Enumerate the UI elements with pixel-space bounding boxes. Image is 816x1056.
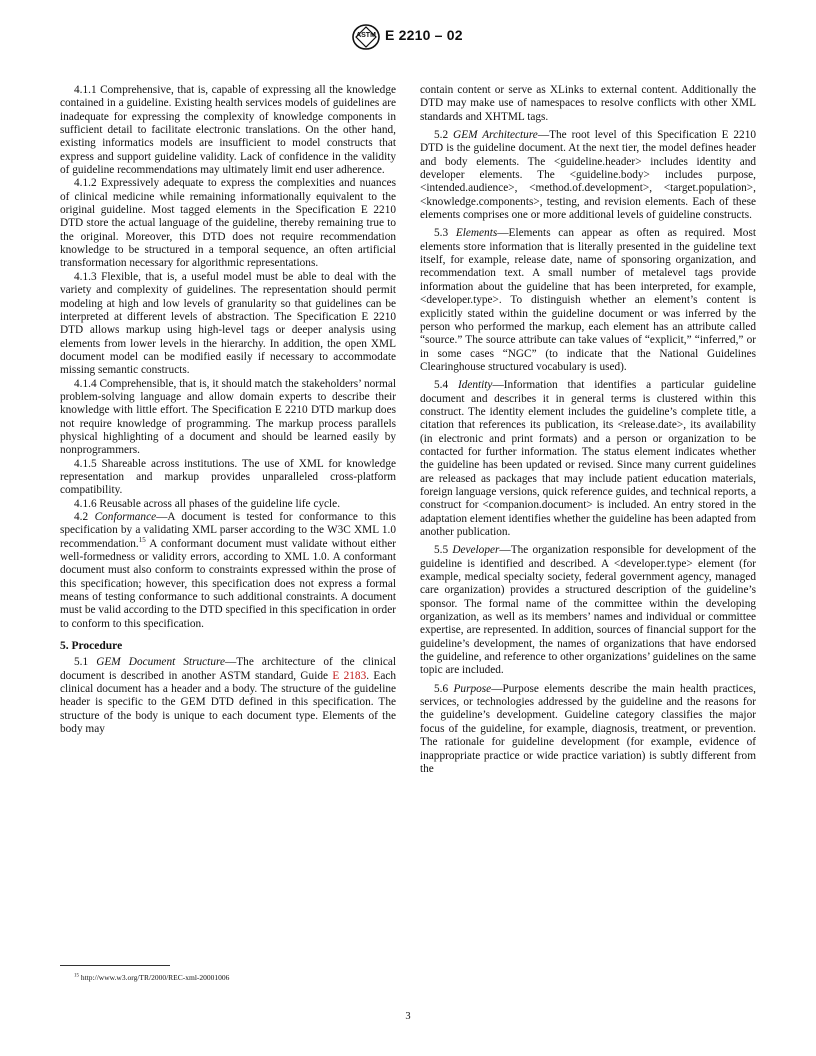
paragraph-5-4: 5.4 Identity—Information that identifies a particular guideline document and describes it in general terms is clustered within this construct. The identity element includes the guideline’s complete title, a citation that references its publication, its <release.date>, its availability (in electronic and print formats) and a person or organization to be contacted for further information. The status element indicates whether the guideline has been updated or revised. Since many current guidelines are released as packages that may include patient education materials, foreign language versions, quick reference guides, and technical reports, a construct for <companion.document> is included. An entry stored in the adaptation element identifies whether the guideline has been adapted from another publication.: [420, 379, 757, 538]
section-term: Elements: [455, 227, 498, 240]
paragraph-4-1-3: 4.1.3 Flexible, that is, a useful model must be able to deal with the variety and complexity of guidelines. The representation should permit modeling at high and low levels of granularity so that guidelines can be interpreted at different levels of abstraction. The Specification E 2210 DTD allows markup using high-level tags or deeper analysis using elements from lower levels in the hierarchy. In addition, the open XML document model can be modified easily if necessary to accommodate missing semantic constructs.: [60, 270, 396, 377]
right-column: [420, 84, 756, 776]
section-number: 5.4: [434, 379, 449, 392]
paragraph-5-3: 5.3 Elements—Elements can appear as often as required. Most elements store information that is literally presented in the guideline text itself, for example, release date, name of sponsoring organization, and recommendation text. A small number of metalevel tags provide information about the guideline that has been interpreted, for example, <developer.type>. To distinguish whether an element’s content is explicitly stated within the guideline document or was inferred by the person who performed the markup, each element has an attribute called “source.” The source attribute can take values of “explicit,” “inferred,” or in some cases “NGC” (to indicate that the National Guidelines Clearinghouse structured vocabulary is used).: [420, 227, 756, 373]
page-number: 3: [405, 1011, 411, 1022]
section-number: 5.2: [434, 129, 449, 142]
astm-logo-icon: [352, 24, 380, 50]
footnote-number: 15: [74, 973, 79, 979]
section-term: Conformance: [94, 511, 157, 523]
section-term: Purpose: [453, 682, 492, 695]
standard-reference-link[interactable]: E 2183: [332, 669, 367, 682]
section-number: 5.6: [434, 682, 449, 695]
paragraph-4-1-5: 4.1.5 Shareable across institutions. The use of XML for knowledge representation and markup provides unparalleled cross-platform compatibility.: [60, 457, 396, 497]
footnote-url[interactable]: http://www.w3.org/TR/2000/REC-xml-20001006: [79, 973, 230, 982]
paragraph-5-2: 5.2 GEM Architecture—The root level of this Specification E 2210 DTD is the guideline document. At the next tier, the model defines header and body elements. The <guideline.header> includes identity and developer elements. The <guideline.body> includes purpose, <intended.audience>, <method.of.development>, <target.population>, <knowledge.components>, testing, and revision elements. Each of these elements comprises one or more additional levels of guideline constructs.: [420, 129, 756, 222]
paragraph-5-1: 5.1 GEM Document Structure—The architecture of the clinical document is described in another ASTM standard, Guide E 2183. Each clinical document has a header and a body. The structure of the guideline header is specific to the GEM DTD defined in this specification. The structure of the body is unique to each document type. Elements of the body may: [60, 656, 397, 736]
section-term: GEM Architecture: [453, 129, 538, 142]
logo-text: ASTM: [356, 32, 376, 39]
section-number: 5.3: [434, 227, 449, 240]
left-column: [60, 84, 396, 737]
footnote-reference[interactable]: 15: [138, 535, 146, 544]
section-term: Developer: [452, 544, 500, 557]
paragraph-4-1-4: 4.1.4 Comprehensible, that is, it should match the stakeholders’ normal problem-solving language and allow domain experts to describe their knowledge with little effort. The Specification E 2210 DTD markup does not require knowledge of programming. The markup process parallels physical highlighting of a document and should be learned easily by nonprogrammers.: [60, 377, 396, 457]
paragraph-4-1-6: 4.1.6 Reusable across all phases of the guideline life cycle.: [74, 497, 341, 510]
paragraph-4-1-1: 4.1.1 Comprehensive, that is, capable of expressing all the knowledge contained in a guideline. Existing health services models of guidelines are inadequate for expressing the complexity of knowledge components in sufficient detail to facilitate electronic translations. On the other hand, existing informatics models are insufficient to model constructs that express and support guideline validity. Lack of confidence in the validity of guideline recommendations may ultimately limit end user adherence.: [60, 84, 396, 177]
paragraph-4-1-2: 4.1.2 Expressively adequate to express the complexities and nuances of clinical medicine while remaining informationally equivalent to the original guideline. Most tagged elements in the Specification E 2210 DTD store the actual language of the guideline, thereby remaining true to the original. Moreover, this DTD does not require recommendation knowledge to be structured in a temporal sequence, an often artificial transformation necessary for algorithmic representations.: [60, 177, 396, 270]
section-heading: 5. Procedure: [60, 640, 123, 653]
section-term: Identity: [457, 379, 493, 392]
paragraph-continuation: contain content or serve as XLinks to external content. Additionally the DTD may make use of namespaces to resolve conflicts with other XML standards and XHTML tags.: [420, 84, 756, 123]
footnote-divider: [60, 965, 170, 966]
page-header: [0, 20, 816, 54]
paragraph-5-5: 5.5 Developer—The organization responsible for development of the guideline is identified and described. A <developer.type> element (for example, medical specialty society, federal government agency, managed care organization) provides a structured description of the guideline’s sponsor. The formal name of the committee within the developing organization, as well as its members’ names and individual or committee expertise, are represented. In addition, sources of financial support for the guideline’s development, the names of organizations that have endorsed the guideline, and reference to other organizations’ guidelines on the same topic are included.: [420, 544, 756, 677]
standard-designation: E 2210 – 02: [385, 27, 463, 43]
section-term: GEM Document Structure: [96, 656, 225, 669]
section-number: 4.2: [74, 511, 89, 523]
paragraph-5-6: 5.6 Purpose—Purpose elements describe the main health practices, services, or technologies addressed by the guideline and the reasons for the guideline’s development. Guideline category classifies the major focus of the guideline, for example, diagnosis, treatment, or prevention. The rationale for guideline development (for example, evidence of inappropriate practice or wide practice variation) is subtly different from the: [420, 682, 757, 775]
section-number: 5.5: [434, 544, 449, 557]
footnote: [74, 973, 229, 982]
section-number: 5.1: [74, 656, 89, 669]
paragraph-4-2: 4.2 Conformance—A document is tested for conformance to this specification by a validating XML parser according to the W3C XML 1.0 recommendation.$^{15}$ A conformant document must validate without either well-formedness or validity errors, according to XML 1.0. A conformant document must also conform to constraints expressed within the prose of this specification; however, this specification does not express a formal means of testing conformance to such additional constraints. A document must be valid according to the DTD specified in this specification in order to conform to this specification.: [60, 511, 396, 630]
